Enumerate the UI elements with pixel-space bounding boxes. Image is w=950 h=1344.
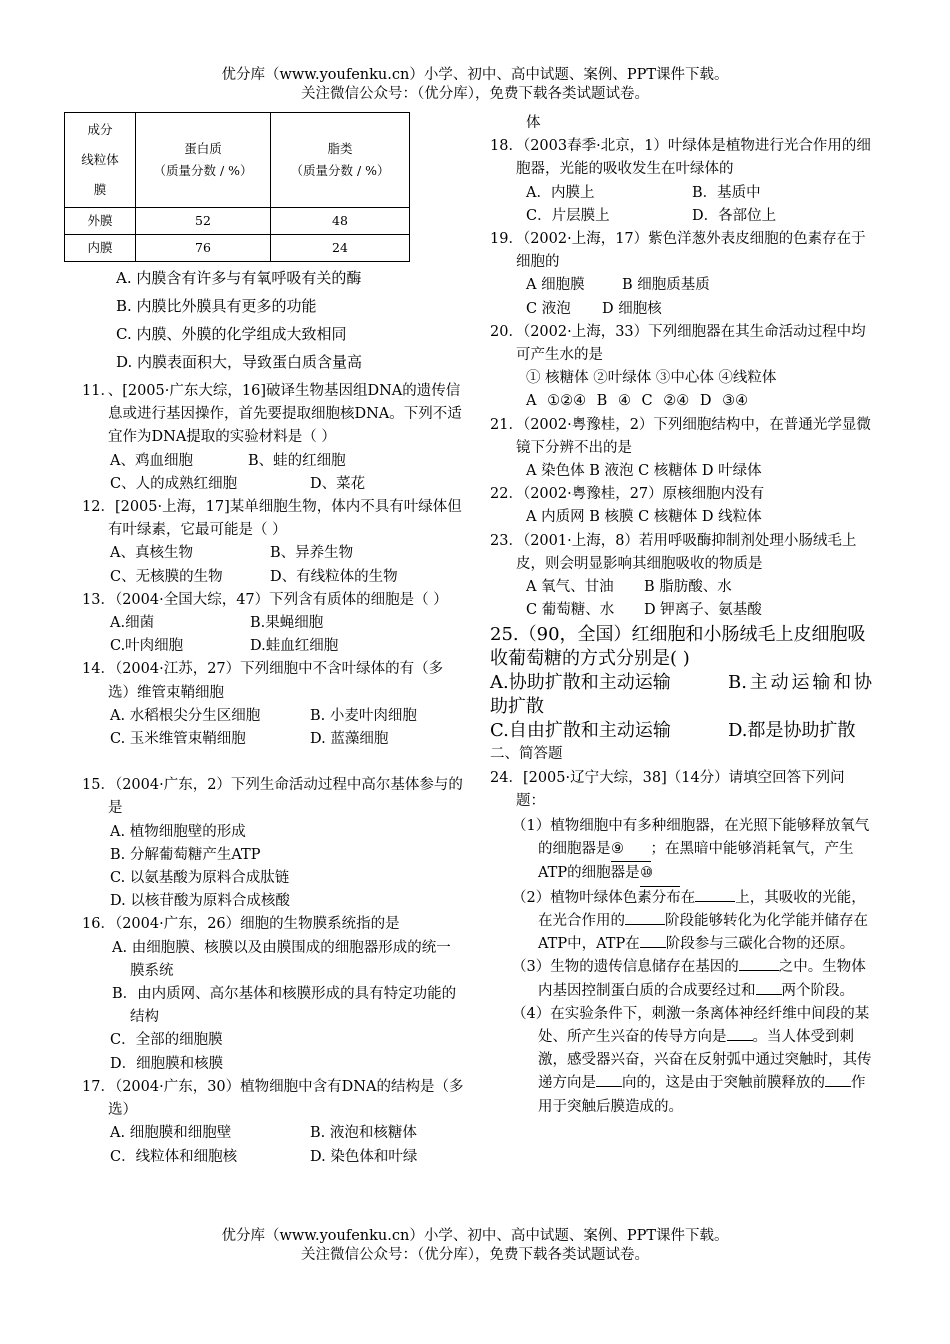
page-header: [0, 66, 950, 104]
q24-part-2: （2）植物叶绿体色素分布在 上，其吸收的光能，在光合作用的 阶段能够转化为化学能并储存在ATP中，ATP在 阶段参与三碳化合物的还原。: [512, 889, 868, 953]
table-row: 外膜 52 48: [65, 208, 410, 235]
question-20: 20．（2002·上海，33）下列细胞器在其生命活动过程中均可产生水的是 ① 核糖体 ②叶绿体 ③中心体 ④线粒体 A ①②④ B ④ C ②④ D ③④: [490, 323, 866, 410]
table-header-protein: 蛋白质 （质量分数 / %）: [136, 113, 271, 208]
blank-stage-2[interactable]: [756, 994, 782, 995]
question-21: 21．（2002·粤豫桂，2）下列细胞结构中，在普通光学显微镜下分辨不出的是 A 染色体 B 液泡 C 核糖体 D 叶绿体: [490, 416, 871, 480]
table-header-lipid: 脂类 （质量分数 / %）: [271, 113, 410, 208]
question-17: 17．（2004·广东，30）植物细胞中含有DNA的结构是（多选） A. 细胞膜和细胞壁 B. 液泡和核糖体 C．线粒体和细胞核 D. 染色体和叶绿: [82, 1078, 464, 1165]
q24-part-4: （4）在实验条件下，刺激一条离体神经纤维中间段的某处、所产生兴奋的传导方向是 。当人体受到刺激，感受器兴奋，兴奋在反射弧中通过突触时，其传递方向是 向的，这是由于突触前膜释放的 作用于突触后膜造成的。: [512, 1005, 872, 1115]
question-19: 19．（2002·上海，17）紫色洋葱外表皮细胞的色素存在于细胞的 A 细胞膜 B 细胞质基质 C 液泡 D 细胞核: [490, 231, 866, 317]
question-23: 23．（2001·上海，8）若用呼吸酶抑制剂处理小肠绒毛上皮，则会明显影响其细胞吸收的物质是 A 氧气、甘油 B 脂肪酸、水 C 葡萄糖、水 D 钾离子、氨基酸: [490, 532, 857, 619]
question-15: 15．（2004·广东，2）下列生命活动过程中高尔基体参与的是 A. 植物细胞壁的形成 B. 分解葡萄糖产生ATP C. 以氨基酸为原料合成肽链 D. 以核苷酸为原料合成核酸: [82, 777, 463, 910]
blank-pigment-location[interactable]: [695, 901, 735, 902]
blank-transmission-direction[interactable]: [596, 1086, 622, 1087]
page-footer: [0, 1227, 950, 1265]
question-12: 12．[2005·上海，17]某单细胞生物，体内不具有叶绿体但有叶绿素，它最可能是（ ） A、真核生物 B、异养生物 C、无核膜的生物 D、有线粒体的生物: [82, 499, 462, 585]
blank-9[interactable]: ⑨: [611, 838, 651, 862]
question-11: 11．、[2005·广东大综，16]破译生物基因组DNA的遗传信息或进行基因操作，首先要提取细胞核DNA。下列不适宜作为DNA提取的实验材料是（ ） A、鸡血细胞 B、蛙的红细胞 C、人的成熟红细胞 D、菜花: [82, 380, 464, 496]
q24-part-3: （3）生物的遗传信息储存在基因的 之中。生物体内基因控制蛋白质的合成要经过和 两个阶段。: [512, 959, 866, 999]
question-16: 16．（2004·广东，26）细胞的生物膜系统指的是 A. 由细胞膜、核膜以及由膜围成的细胞器形成的统一膜系统 B．由内质网、高尔基体和核膜形成的具有特定功能的结构 C．全部的细胞膜 D．细胞膜和核膜: [82, 916, 457, 1072]
q24-part-1: （1）植物细胞中有多种细胞器，在光照下能够释放氧气的细胞器是⑨ ；在黑暗中能够消耗氧气，产生ATP的细胞器是⑩: [490, 815, 872, 887]
left-column: [82, 112, 464, 1169]
blank-light-stage[interactable]: [625, 924, 665, 925]
q11-stem: 11．、[2005·广东大综，16]破译生物基因组DNA的遗传信息或进行基因操作，首先要提取细胞核DNA。下列不适宜作为DNA提取的实验材料是（ ）: [82, 383, 462, 446]
q10-option-a: A. 内膜含有许多与有氧呼吸有关的酶: [116, 269, 362, 287]
table-header-component: 成分 线粒体 膜: [65, 113, 136, 208]
q10-options: [82, 264, 464, 376]
q10-option-d: D. 内膜表面积大，导致蛋白质含量高: [116, 353, 363, 371]
section-title: 二、简答题: [490, 746, 563, 763]
q17-continuation: 体: [526, 115, 541, 131]
question-14: 14．（2004·江苏，27）下列细胞中不含叶绿体的有（多选）维管束鞘细胞 A. 水稻根尖分生区细胞 B. 小麦叶肉细胞 C. 玉米维管束鞘细胞 D. 蓝藻细胞: [82, 661, 444, 748]
question-22: 22．（2002·粤豫桂，27）原核细胞内没有 A 内质网 B 核膜 C 核糖体 D 线粒体: [490, 486, 765, 526]
q10-option-c: C. 内膜、外膜的化学组成大致相同: [116, 325, 347, 343]
footer-line-1: 优分库（www.youfenku.cn）小学、初中、高中试题、案例、PPT课件下载。: [221, 1228, 729, 1244]
question-25: 25.（90，全国）红细胞和小肠绒毛上皮细胞吸收葡萄糖的方式分别是( ) A.协助扩散和主动运输 B.主动运输和协助扩散 C.自由扩散和主动运输 D.都是协助扩散: [490, 624, 872, 742]
question-18: 18．（2003春季·北京，1）叶绿体是植物进行光合作用的细胞器，光能的吸收发生在叶绿体的 A．内膜上 B．基质中 C．片层膜上 D．各部位上: [490, 138, 871, 224]
blank-neurotransmitter[interactable]: [825, 1086, 851, 1087]
q10-option-b: B. 内膜比外膜具有更多的功能: [116, 297, 317, 315]
question-24: 24．[2005·辽宁大综，38]（14分）请填空回答下列问题： （1）植物细胞中有多种细胞器，在光照下能够释放氧气的细胞器是⑨ ；在黑暗中能够消耗氧气，产生ATP的细胞器是⑩ （2）植物叶绿体色素分布在 上，其吸收的光能，在光合作用的 阶段能够转化为化学能并储存在ATP中，ATP在 阶段参与三碳化合物的还原。 （3）生物的遗传信息储存在基因的 之中。生物体内基因控制蛋白质的合成要经过和 两个阶段。 （4）在实验条件下，刺激一条离体神经纤维中间段的某处、所产生兴奋的传导方向是 。当人体受到刺激，感受器兴奋，兴奋在反射弧中通过突触时，其传递方向是 向的，这是由于突触前膜释放的 作用于突触后膜造成的。: [490, 767, 872, 1119]
blank-conduction-direction[interactable]: [727, 1040, 753, 1041]
mitochondria-membrane-table: [64, 112, 410, 262]
blank-10[interactable]: ⑩: [640, 862, 680, 886]
footer-line-2: 关注微信公众号：（优分库），免费下载各类试题试卷。: [301, 1247, 649, 1263]
table-row: 内膜 76 24: [65, 235, 410, 262]
header-line-1: 优分库（www.youfenku.cn）小学、初中、高中试题、案例、PPT课件下载。: [221, 67, 729, 83]
blank-gene-sequence[interactable]: [739, 970, 779, 971]
header-line-2: 关注微信公众号：（优分库），免费下载各类试题试卷。: [301, 86, 649, 102]
right-column: [490, 112, 872, 1119]
question-13: 13．（2004·全国大综，47）下列含有质体的细胞是（ ） A.细菌 B.果蝇细胞 C.叶肉细胞 D.蛙血红细胞: [82, 591, 448, 655]
blank-dark-stage[interactable]: [640, 947, 666, 948]
